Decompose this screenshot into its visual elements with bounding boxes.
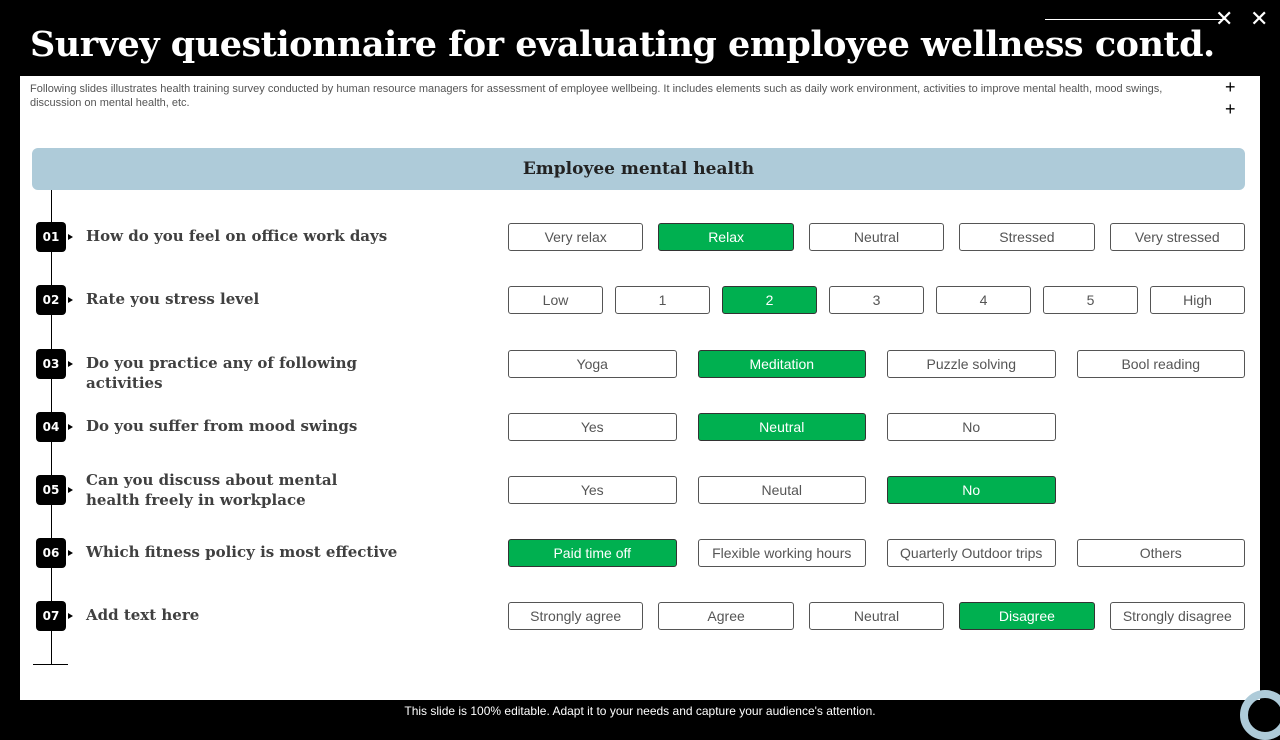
answer-option[interactable]: 1	[615, 286, 710, 314]
arrow-icon	[68, 234, 73, 240]
answer-option[interactable]: Bool reading	[1077, 350, 1246, 378]
arrow-icon	[68, 361, 73, 367]
question-number: 04	[36, 412, 66, 442]
answer-options	[508, 539, 1245, 569]
answer-option-selected[interactable]: No	[887, 476, 1056, 504]
answer-option[interactable]: 5	[1043, 286, 1138, 314]
answer-option[interactable]: Strongly disagree	[1110, 602, 1245, 630]
question-text: Do you suffer from mood swings	[86, 417, 358, 435]
arrow-icon	[68, 550, 73, 556]
answer-option[interactable]: Neutral	[809, 223, 944, 251]
answer-option[interactable]: Strongly agree	[508, 602, 643, 630]
answer-option[interactable]: Others	[1077, 539, 1246, 567]
answer-option[interactable]: Stressed	[959, 223, 1094, 251]
question-number: 03	[36, 349, 66, 379]
answer-option[interactable]: Yes	[508, 476, 677, 504]
answer-option-selected[interactable]: Relax	[658, 223, 793, 251]
question-text: Rate you stress level	[86, 290, 260, 308]
answer-options	[508, 413, 1245, 443]
description: Following slides illustrates health training survey conducted by human resource managers for assessment of employee wellbeing. It includes elements such as daily work environment, activities to improve mental health, mood swings, discussion on mental health, etc.	[30, 83, 1163, 109]
footer-note: This slide is 100% editable. Adapt it to your needs and capture your audience's attention.	[404, 704, 876, 718]
answer-option[interactable]: Yes	[508, 413, 677, 441]
answer-option-selected[interactable]: Paid time off	[508, 539, 677, 567]
question-number: 02	[36, 285, 66, 315]
plus-icon: +	[1225, 77, 1236, 97]
plus-icon: +	[1225, 99, 1236, 119]
answer-options	[508, 286, 1245, 316]
answer-option[interactable]: Low	[508, 286, 603, 314]
page-title: Survey questionnaire for evaluating employee wellness contd.	[30, 24, 1215, 65]
cross-icon: ✕	[1250, 6, 1269, 31]
answer-option[interactable]: Neutal	[698, 476, 867, 504]
answer-option-selected[interactable]: Meditation	[698, 350, 867, 378]
arrow-icon	[68, 487, 73, 493]
question-number: 06	[36, 538, 66, 568]
arrow-icon	[68, 613, 73, 619]
question-number: 05	[36, 475, 66, 505]
answer-option[interactable]: Agree	[658, 602, 793, 630]
answer-options	[508, 223, 1245, 253]
answer-option[interactable]: Flexible working hours	[698, 539, 867, 567]
arrow-icon	[68, 297, 73, 303]
question-text: Do you practice any of following activities	[86, 354, 357, 392]
question-number: 01	[36, 222, 66, 252]
answer-option[interactable]: Very stressed	[1110, 223, 1245, 251]
timeline-end	[33, 664, 68, 665]
answer-option[interactable]: 4	[936, 286, 1031, 314]
cross-icon: ✕	[1215, 6, 1234, 31]
decorative-ring	[1240, 690, 1280, 740]
answer-option[interactable]: No	[887, 413, 1056, 441]
answer-option[interactable]: Quarterly Outdoor trips	[887, 539, 1056, 567]
decorative-line	[1045, 19, 1225, 20]
section-header: Employee mental health	[32, 148, 1245, 190]
answer-option[interactable]: Yoga	[508, 350, 677, 378]
question-text: Which fitness policy is most effective	[86, 543, 398, 561]
question-text: How do you feel on office work days	[86, 227, 388, 245]
answer-option-selected[interactable]: Disagree	[959, 602, 1094, 630]
answer-options	[508, 602, 1245, 632]
answer-options	[508, 350, 1245, 380]
question-text: Can you discuss about mental health freely in workplace	[86, 471, 338, 509]
arrow-icon	[68, 424, 73, 430]
answer-option[interactable]: 3	[829, 286, 924, 314]
answer-option[interactable]: Neutral	[809, 602, 944, 630]
answer-option-selected[interactable]: Neutral	[698, 413, 867, 441]
answer-option[interactable]: Very relax	[508, 223, 643, 251]
answer-option[interactable]: Puzzle solving	[887, 350, 1056, 378]
answer-option-selected[interactable]: 2	[722, 286, 817, 314]
question-text: Add text here	[86, 606, 200, 624]
answer-options	[508, 476, 1245, 506]
answer-option[interactable]: High	[1150, 286, 1245, 314]
question-number: 07	[36, 601, 66, 631]
